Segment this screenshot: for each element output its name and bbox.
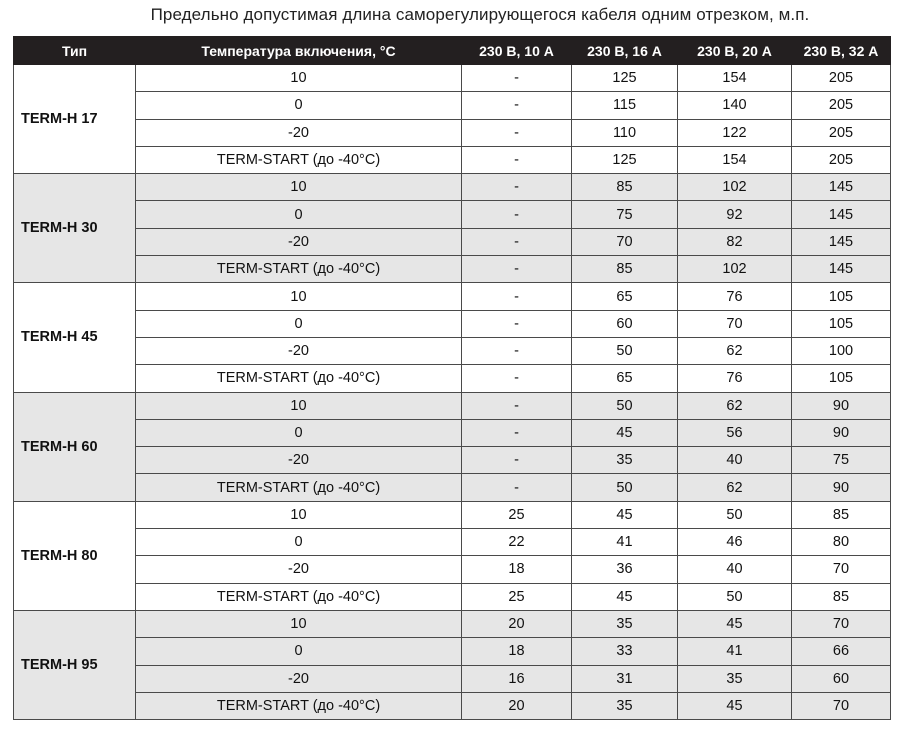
length-cell: 205: [792, 65, 891, 92]
temperature-cell: -20: [136, 665, 462, 692]
length-cell: 22: [462, 529, 572, 556]
length-cell: 35: [572, 692, 678, 719]
length-cell: 90: [792, 419, 891, 446]
table-row: [14, 92, 891, 119]
length-cell: 31: [572, 665, 678, 692]
table-row: [14, 392, 891, 419]
table-row: [14, 474, 891, 501]
length-cell: 41: [678, 638, 792, 665]
length-cell: 62: [678, 474, 792, 501]
length-cell: 145: [792, 228, 891, 255]
header-type: Тип: [14, 37, 136, 65]
table-row: [14, 337, 891, 364]
temperature-cell: TERM-START (до -40°С): [136, 692, 462, 719]
header-16a: 230 В, 16 А: [572, 37, 678, 65]
temperature-cell: 0: [136, 529, 462, 556]
cable-type-cell: TERM-H 80: [14, 501, 136, 610]
length-cell: 45: [572, 419, 678, 446]
temperature-cell: 0: [136, 201, 462, 228]
table-title: Предельно допустимая длина саморегулирующегося кабеля одним отрезком, м.п.: [150, 5, 810, 24]
length-cell: 105: [792, 283, 891, 310]
length-cell: 66: [792, 638, 891, 665]
temperature-cell: TERM-START (до -40°С): [136, 583, 462, 610]
length-cell: 205: [792, 92, 891, 119]
length-cell: 62: [678, 392, 792, 419]
length-cell: 105: [792, 365, 891, 392]
length-cell: 65: [572, 365, 678, 392]
length-cell: 85: [792, 501, 891, 528]
table-row: [14, 610, 891, 637]
length-cell: 125: [572, 65, 678, 92]
length-cell: 35: [678, 665, 792, 692]
length-cell: 145: [792, 256, 891, 283]
header-32a: 230 В, 32 А: [792, 37, 891, 65]
length-cell: -: [462, 392, 572, 419]
cable-type-cell: TERM-H 30: [14, 174, 136, 283]
length-cell: 62: [678, 337, 792, 364]
temperature-cell: -20: [136, 447, 462, 474]
length-cell: 125: [572, 146, 678, 173]
temperature-cell: 10: [136, 174, 462, 201]
length-cell: 18: [462, 556, 572, 583]
table-row: [14, 310, 891, 337]
length-cell: 145: [792, 174, 891, 201]
table-row: [14, 447, 891, 474]
table-row: [14, 283, 891, 310]
temperature-cell: 10: [136, 65, 462, 92]
length-cell: 25: [462, 583, 572, 610]
length-cell: 25: [462, 501, 572, 528]
length-cell: 35: [572, 447, 678, 474]
table-row: [14, 529, 891, 556]
temperature-cell: TERM-START (до -40°С): [136, 474, 462, 501]
length-cell: -: [462, 65, 572, 92]
length-cell: -: [462, 201, 572, 228]
temperature-cell: 10: [136, 392, 462, 419]
length-cell: 205: [792, 119, 891, 146]
cable-type-cell: TERM-H 95: [14, 610, 136, 719]
cable-length-table: [13, 36, 891, 720]
length-cell: 105: [792, 310, 891, 337]
length-cell: 45: [678, 692, 792, 719]
table-row: [14, 365, 891, 392]
length-cell: 85: [572, 256, 678, 283]
length-cell: 56: [678, 419, 792, 446]
length-cell: -: [462, 256, 572, 283]
length-cell: 41: [572, 529, 678, 556]
length-cell: 33: [572, 638, 678, 665]
temperature-cell: -20: [136, 556, 462, 583]
length-cell: 70: [792, 610, 891, 637]
length-cell: -: [462, 474, 572, 501]
length-cell: 145: [792, 201, 891, 228]
temperature-cell: 0: [136, 310, 462, 337]
table-row: [14, 201, 891, 228]
table-row: [14, 692, 891, 719]
table-row: [14, 665, 891, 692]
length-cell: -: [462, 419, 572, 446]
temperature-cell: -20: [136, 337, 462, 364]
table-row: [14, 583, 891, 610]
length-cell: -: [462, 174, 572, 201]
length-cell: 205: [792, 146, 891, 173]
length-cell: -: [462, 146, 572, 173]
temperature-cell: 0: [136, 92, 462, 119]
length-cell: 46: [678, 529, 792, 556]
temperature-cell: -20: [136, 119, 462, 146]
length-cell: 20: [462, 610, 572, 637]
length-cell: 35: [572, 610, 678, 637]
length-cell: 85: [572, 174, 678, 201]
table-row: [14, 556, 891, 583]
cable-type-cell: TERM-H 45: [14, 283, 136, 392]
table-row: [14, 119, 891, 146]
temperature-cell: -20: [136, 228, 462, 255]
header-10a: 230 В, 10 А: [462, 37, 572, 65]
header-temperature: Температура включения, °С: [136, 37, 462, 65]
length-cell: 70: [572, 228, 678, 255]
cable-type-cell: TERM-H 17: [14, 65, 136, 174]
cable-type-cell: TERM-H 60: [14, 392, 136, 501]
length-cell: 90: [792, 392, 891, 419]
length-cell: -: [462, 92, 572, 119]
length-cell: 76: [678, 283, 792, 310]
length-cell: 82: [678, 228, 792, 255]
length-cell: 50: [678, 583, 792, 610]
length-cell: 45: [572, 583, 678, 610]
table-row: [14, 256, 891, 283]
header-20a: 230 В, 20 А: [678, 37, 792, 65]
length-cell: 60: [572, 310, 678, 337]
length-cell: -: [462, 365, 572, 392]
length-cell: 16: [462, 665, 572, 692]
length-cell: 154: [678, 146, 792, 173]
length-cell: 65: [572, 283, 678, 310]
temperature-cell: TERM-START (до -40°С): [136, 146, 462, 173]
length-cell: 45: [572, 501, 678, 528]
temperature-cell: 10: [136, 501, 462, 528]
length-cell: 40: [678, 447, 792, 474]
temperature-cell: 0: [136, 638, 462, 665]
temperature-cell: 10: [136, 610, 462, 637]
table-row: [14, 146, 891, 173]
table-row: [14, 419, 891, 446]
length-cell: 50: [572, 337, 678, 364]
length-cell: 45: [678, 610, 792, 637]
length-cell: 20: [462, 692, 572, 719]
length-cell: 102: [678, 174, 792, 201]
length-cell: 18: [462, 638, 572, 665]
length-cell: 110: [572, 119, 678, 146]
length-cell: 70: [792, 692, 891, 719]
length-cell: 154: [678, 65, 792, 92]
length-cell: 70: [792, 556, 891, 583]
length-cell: -: [462, 283, 572, 310]
length-cell: 60: [792, 665, 891, 692]
temperature-cell: 0: [136, 419, 462, 446]
table-row: [14, 65, 891, 92]
length-cell: 75: [792, 447, 891, 474]
length-cell: -: [462, 447, 572, 474]
temperature-cell: 10: [136, 283, 462, 310]
length-cell: -: [462, 119, 572, 146]
length-cell: 75: [572, 201, 678, 228]
header-row: [14, 37, 891, 65]
temperature-cell: TERM-START (до -40°С): [136, 256, 462, 283]
length-cell: 50: [572, 392, 678, 419]
length-cell: 85: [792, 583, 891, 610]
length-cell: 102: [678, 256, 792, 283]
length-cell: -: [462, 228, 572, 255]
length-cell: 40: [678, 556, 792, 583]
length-cell: 140: [678, 92, 792, 119]
length-cell: 100: [792, 337, 891, 364]
temperature-cell: TERM-START (до -40°С): [136, 365, 462, 392]
length-cell: 90: [792, 474, 891, 501]
length-cell: 70: [678, 310, 792, 337]
table-body: [14, 65, 891, 720]
length-cell: 36: [572, 556, 678, 583]
length-cell: 50: [572, 474, 678, 501]
length-cell: -: [462, 310, 572, 337]
table-row: [14, 638, 891, 665]
table-row: [14, 228, 891, 255]
table-row: [14, 501, 891, 528]
length-cell: 115: [572, 92, 678, 119]
table-row: [14, 174, 891, 201]
length-cell: -: [462, 337, 572, 364]
length-cell: 50: [678, 501, 792, 528]
length-cell: 80: [792, 529, 891, 556]
length-cell: 76: [678, 365, 792, 392]
length-cell: 92: [678, 201, 792, 228]
length-cell: 122: [678, 119, 792, 146]
